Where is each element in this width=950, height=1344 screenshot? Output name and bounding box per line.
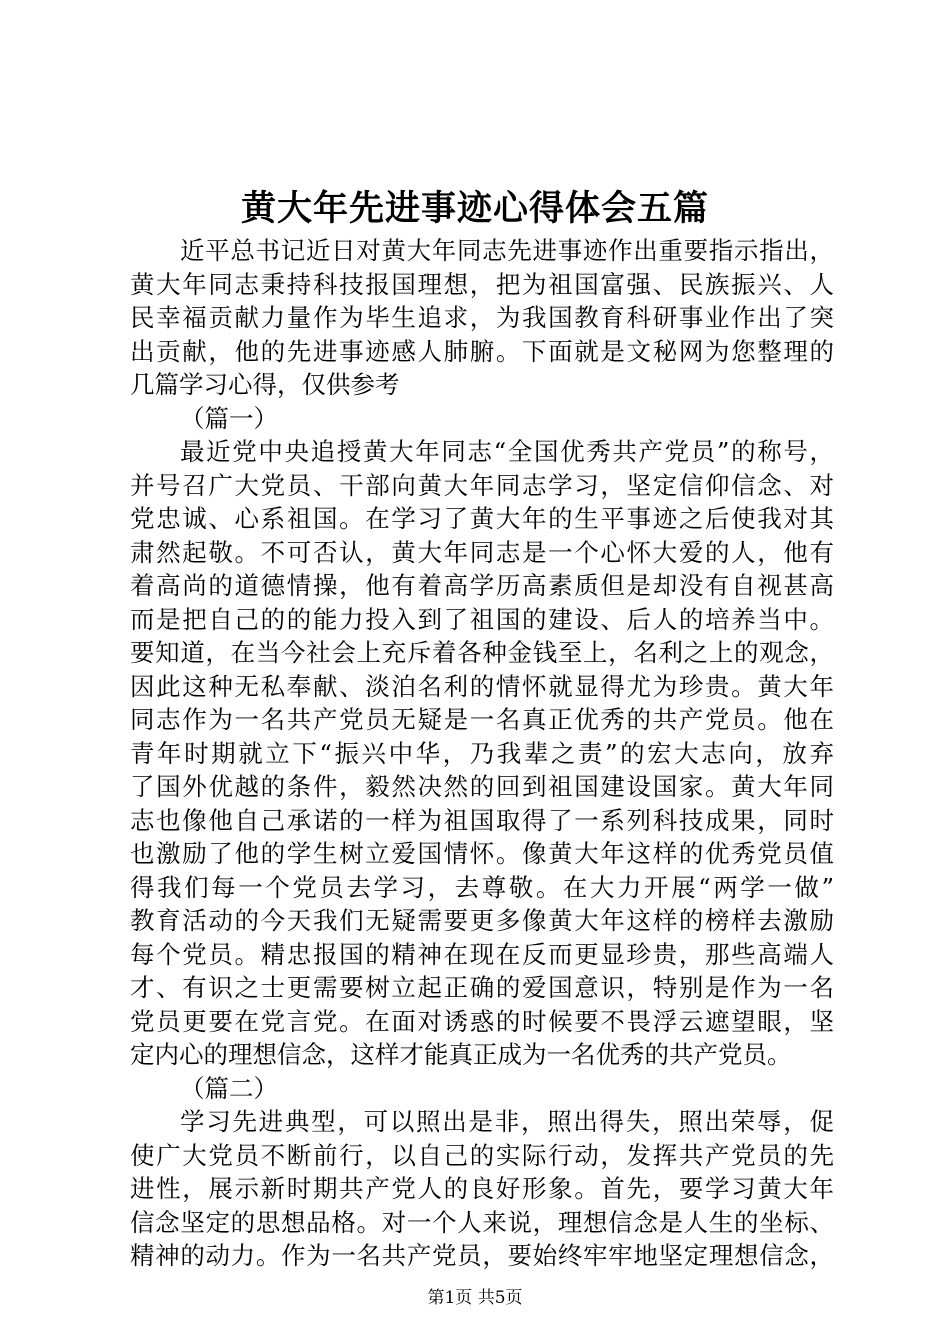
document-title: 黄大年先进事迹心得体会五篇	[240, 188, 709, 229]
document-body	[130, 234, 834, 1273]
text-line: 使广大党员不断前行，以自己的实际行动，发挥共产党员的先	[130, 1140, 834, 1170]
text-line: 进性，展示新时期共产党人的良好形象。首先，要学习黄大年	[130, 1174, 834, 1203]
text-line: 因此这种无私奉献、淡泊名利的情怀就显得尤为珍贵。黄大年	[130, 671, 834, 701]
text-line: 最近党中央追授黄大年同志“全国优秀共产党员”的称号，	[180, 437, 834, 466]
text-line: （篇二）	[180, 1073, 278, 1103]
text-line: 教育活动的今天我们无疑需要更多像黄大年这样的榜样去激励	[130, 906, 834, 935]
text-line: （篇一）	[180, 403, 278, 433]
text-line: 得我们每一个党员去学习，去尊敬。在大力开展“两学一做”	[130, 872, 834, 902]
text-line: 党员更要在党言党。在面对诱惑的时候要不畏浮云遮望眼，坚	[130, 1006, 834, 1036]
text-line: 学习先进典型，可以照出是非，照出得失，照出荣辱，促	[180, 1107, 834, 1136]
text-line: 而是把自己的的能力投入到了祖国的建设、后人的培养当中。	[130, 604, 834, 634]
text-line: 同志作为一名共产党员无疑是一名真正优秀的共产党员。他在	[130, 705, 834, 734]
text-line: 黄大年同志秉持科技报国理想，把为祖国富强、民族振兴、人	[130, 269, 834, 299]
page-footer: 第1页 共5页	[427, 1288, 523, 1308]
text-line: 信念坚定的思想品格。对一个人来说，理想信念是人生的坐标、	[130, 1207, 834, 1237]
text-line: 了国外优越的条件，毅然决然的回到祖国建设国家。黄大年同	[130, 772, 834, 801]
text-line: 着高尚的道德情操，他有着高学历高素质但是却没有自视甚高	[130, 571, 834, 600]
text-line: 精神的动力。作为一名共产党员，要始终牢牢地坚定理想信念，	[130, 1241, 834, 1270]
text-line: 并号召广大党员、干部向黄大年同志学习，坚定信仰信念、对	[130, 470, 834, 500]
text-line: 几篇学习心得，仅供参考	[130, 370, 400, 399]
text-line: 近平总书记近日对黄大年同志先进事迹作出重要指示指出，	[180, 236, 834, 265]
text-line: 也激励了他的学生树立爱国情怀。像黄大年这样的优秀党员值	[130, 839, 834, 868]
text-line: 出贡献，他的先进事迹感人肺腑。下面就是文秘网为您整理的	[130, 336, 834, 366]
text-line: 民幸福贡献力量作为毕生追求，为我国教育科研事业作出了突	[130, 303, 834, 332]
text-line: 每个党员。精忠报国的精神在现在反而更显珍贵，那些高端人	[130, 939, 834, 969]
text-line: 志也像他自己承诺的一样为祖国取得了一系列科技成果，同时	[130, 805, 834, 835]
text-line: 肃然起敬。不可否认，黄大年同志是一个心怀大爱的人，他有	[130, 537, 834, 567]
text-line: 青年时期就立下“振兴中华，乃我辈之责”的宏大志向，放弃	[130, 738, 834, 768]
text-line: 要知道，在当今社会上充斥着各种金钱至上，名利之上的观念，	[130, 638, 834, 667]
text-line: 定内心的理想信念，这样才能真正成为一名优秀的共产党员。	[130, 1040, 792, 1069]
text-line: 党忠诚、心系祖国。在学习了黄大年的生平事迹之后使我对其	[130, 504, 834, 533]
text-line: 才、有识之士更需要树立起正确的爱国意识，特别是作为一名	[130, 973, 834, 1002]
